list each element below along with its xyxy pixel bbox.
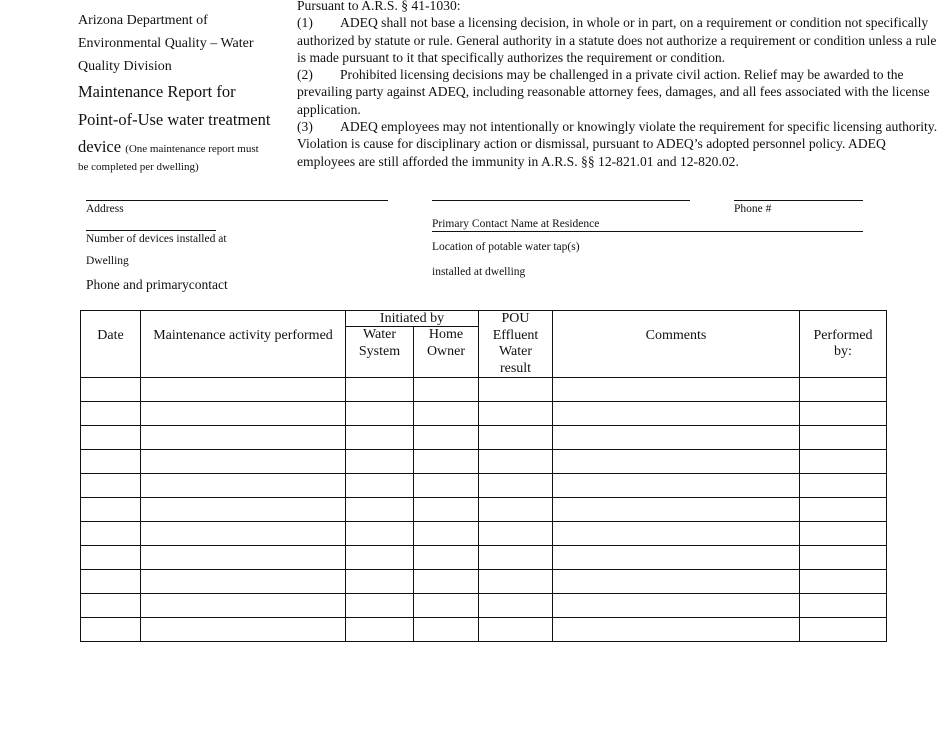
cell-pou-result[interactable] <box>479 570 553 594</box>
column-header-initiated-by: Initiated by <box>346 311 479 327</box>
cell-comments[interactable] <box>553 450 800 474</box>
address-input-line[interactable] <box>86 200 388 201</box>
cell-date[interactable] <box>81 546 141 570</box>
cell-water-system[interactable] <box>346 618 414 642</box>
cell-performed-by[interactable] <box>800 402 887 426</box>
cell-water-system[interactable] <box>346 474 414 498</box>
column-header-water-system: Water System <box>346 327 414 378</box>
cell-water-system[interactable] <box>346 570 414 594</box>
location-input-line[interactable] <box>432 231 863 232</box>
table-row <box>81 522 887 546</box>
cell-comments[interactable] <box>553 498 800 522</box>
table-row <box>81 570 887 594</box>
phone-label: Phone # <box>734 203 772 215</box>
cell-performed-by[interactable] <box>800 594 887 618</box>
cell-pou-result[interactable] <box>479 498 553 522</box>
cell-comments[interactable] <box>553 402 800 426</box>
cell-pou-result[interactable] <box>479 402 553 426</box>
statute-item-number: (1) <box>297 15 313 31</box>
cell-home-owner[interactable] <box>414 426 479 450</box>
column-header-performed-by: Performed by: <box>800 311 887 378</box>
statute-item-1 <box>297 14 947 66</box>
statute-intro: Pursuant to A.R.S. § 41-1030: <box>297 0 461 13</box>
statute-item-number: (3) <box>297 119 313 135</box>
address-label: Address <box>86 203 124 215</box>
devices-count-input-line[interactable] <box>86 230 216 231</box>
cell-home-owner[interactable] <box>414 618 479 642</box>
cell-pou-result[interactable] <box>479 450 553 474</box>
cell-date[interactable] <box>81 378 141 402</box>
cell-performed-by[interactable] <box>800 378 887 402</box>
cell-date[interactable] <box>81 426 141 450</box>
agency-line-1: Arizona Department of <box>78 13 208 28</box>
cell-home-owner[interactable] <box>414 522 479 546</box>
table-header-row <box>81 311 887 327</box>
cell-date[interactable] <box>81 570 141 594</box>
cell-water-system[interactable] <box>346 594 414 618</box>
column-header-activity: Maintenance activity performed <box>141 311 346 378</box>
title-note-2: be completed per dwelling) <box>78 160 199 173</box>
cell-performed-by[interactable] <box>800 426 887 450</box>
cell-pou-result[interactable] <box>479 594 553 618</box>
statute-notice <box>297 0 947 170</box>
cell-activity[interactable] <box>141 450 346 474</box>
cell-water-system[interactable] <box>346 426 414 450</box>
cell-comments[interactable] <box>553 594 800 618</box>
cell-activity[interactable] <box>141 498 346 522</box>
cell-comments[interactable] <box>553 426 800 450</box>
agency-name <box>78 9 278 78</box>
statute-item-text: ADEQ shall not base a licensing decision, in whole or in part, on a requirement or condition not specifically authorized by statute or rule. General authority in a statute does not authorize a requirement or condition unless a rule is made pursuant to it that specifically authorizes the requirement or condition. <box>297 15 937 65</box>
maintenance-log-table <box>80 310 887 642</box>
cell-performed-by[interactable] <box>800 474 887 498</box>
cell-performed-by[interactable] <box>800 570 887 594</box>
cell-activity[interactable] <box>141 402 346 426</box>
statute-item-number: (2) <box>297 67 313 83</box>
phone-input-line[interactable] <box>734 200 863 201</box>
cell-activity[interactable] <box>141 618 346 642</box>
cell-activity[interactable] <box>141 546 346 570</box>
cell-home-owner[interactable] <box>414 474 479 498</box>
cell-date[interactable] <box>81 402 141 426</box>
cell-home-owner[interactable] <box>414 450 479 474</box>
cell-water-system[interactable] <box>346 522 414 546</box>
maintenance-log-body <box>81 378 887 642</box>
cell-home-owner[interactable] <box>414 546 479 570</box>
devices-label-line-1: Number of devices installed at <box>86 233 227 245</box>
cell-water-system[interactable] <box>346 402 414 426</box>
cell-performed-by[interactable] <box>800 498 887 522</box>
statute-item-3 <box>297 118 947 170</box>
title-note-1: (One maintenance report must <box>125 143 259 155</box>
cell-date[interactable] <box>81 594 141 618</box>
column-header-home-owner: Home Owner <box>414 327 479 378</box>
devices-label-line-2: Dwelling <box>86 255 129 267</box>
cell-pou-result[interactable] <box>479 546 553 570</box>
cell-date[interactable] <box>81 450 141 474</box>
cell-date[interactable] <box>81 498 141 522</box>
cell-activity[interactable] <box>141 522 346 546</box>
cell-comments[interactable] <box>553 522 800 546</box>
cell-pou-result[interactable] <box>479 426 553 450</box>
title-line-2: Point-of-Use water treatment <box>78 109 271 129</box>
cell-activity[interactable] <box>141 594 346 618</box>
phone-primary-contact-label: Phone and primarycontact <box>86 277 228 292</box>
cell-water-system[interactable] <box>346 498 414 522</box>
cell-pou-result[interactable] <box>479 618 553 642</box>
cell-performed-by[interactable] <box>800 450 887 474</box>
statute-item-text: Prohibited licensing decisions may be challenged in a private civil action. Relief may be awarded to the prevailing party against ADEQ, including reasonable attorney fees, damages, and all fees associated with the license application. <box>297 67 930 117</box>
cell-performed-by[interactable] <box>800 546 887 570</box>
cell-activity[interactable] <box>141 378 346 402</box>
cell-date[interactable] <box>81 474 141 498</box>
table-row <box>81 402 887 426</box>
agency-line-2: Environmental Quality – Water <box>78 36 254 51</box>
location-label-line-1: Location of potable water tap(s) <box>432 241 580 253</box>
title-device-word: device <box>78 137 122 156</box>
column-header-date: Date <box>81 311 141 378</box>
cell-water-system[interactable] <box>346 450 414 474</box>
cell-comments[interactable] <box>553 474 800 498</box>
table-row <box>81 450 887 474</box>
cell-pou-result[interactable] <box>479 522 553 546</box>
column-header-pou-result: POU Effluent Water result <box>479 311 553 378</box>
location-label-line-2: installed at dwelling <box>432 266 526 278</box>
table-row <box>81 474 887 498</box>
primary-contact-input-line[interactable] <box>432 200 690 201</box>
cell-home-owner[interactable] <box>414 378 479 402</box>
cell-date[interactable] <box>81 522 141 546</box>
cell-pou-result[interactable] <box>479 474 553 498</box>
statute-item-2 <box>297 66 947 118</box>
table-row <box>81 546 887 570</box>
cell-performed-by[interactable] <box>800 522 887 546</box>
cell-comments[interactable] <box>553 546 800 570</box>
cell-home-owner[interactable] <box>414 402 479 426</box>
table-row <box>81 498 887 522</box>
cell-comments[interactable] <box>553 570 800 594</box>
cell-comments[interactable] <box>553 378 800 402</box>
table-row <box>81 594 887 618</box>
cell-water-system[interactable] <box>346 378 414 402</box>
cell-activity[interactable] <box>141 426 346 450</box>
table-row <box>81 378 887 402</box>
cell-comments[interactable] <box>553 618 800 642</box>
form-title <box>78 78 293 175</box>
title-line-1: Maintenance Report for <box>78 82 236 101</box>
cell-home-owner[interactable] <box>414 498 479 522</box>
cell-pou-result[interactable] <box>479 378 553 402</box>
cell-activity[interactable] <box>141 474 346 498</box>
cell-activity[interactable] <box>141 570 346 594</box>
cell-home-owner[interactable] <box>414 594 479 618</box>
title-line-3 <box>78 133 293 161</box>
cell-performed-by[interactable] <box>800 618 887 642</box>
cell-date[interactable] <box>81 618 141 642</box>
cell-water-system[interactable] <box>346 546 414 570</box>
primary-contact-label: Primary Contact Name at Residence <box>432 218 600 230</box>
cell-home-owner[interactable] <box>414 570 479 594</box>
table-row <box>81 618 887 642</box>
table-row <box>81 426 887 450</box>
column-header-comments: Comments <box>553 311 800 378</box>
agency-line-3: Quality Division <box>78 59 172 74</box>
statute-item-text: ADEQ employees may not intentionally or knowingly violate the requirement for specific licensing authority. Violation is cause for disciplinary action or dismissal, pursuant to ADEQ’s adopted personnel policy. ADEQ employees are still afforded the immunity in A.R.S. §§ 12-821.01 and 12-820.02. <box>297 119 938 169</box>
